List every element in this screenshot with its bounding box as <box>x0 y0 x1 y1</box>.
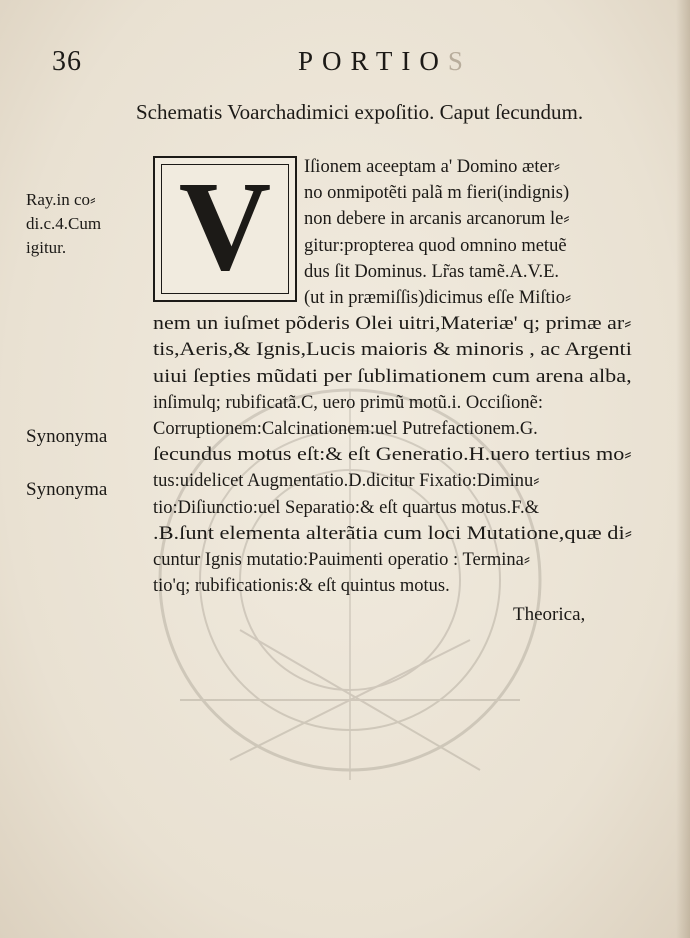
text-line: gitur:propterea quod omnino metuẽ <box>304 235 567 256</box>
text-line: Iſionem aceeptam a' Domino æter⸗ <box>304 157 561 177</box>
chapter-title: Schematis Voarchadimici expoſitio. Caput ſecundum. <box>136 100 584 124</box>
drop-cap-initial <box>153 156 297 302</box>
text-line: Corruptionem:Calcinationem:uel Putrefactionem.G. <box>153 419 538 439</box>
running-head-text: PORTIO <box>298 46 448 76</box>
catchword: Theorica, <box>513 604 586 625</box>
running-head <box>298 46 463 77</box>
text-line: inſimulq; rubificatã.C, uero primũ motũ.i. Occiſionẽ: <box>153 392 543 413</box>
running-head-ghost: S <box>447 46 463 76</box>
text-line: no onmipotẽti palã m fieri(indignis) <box>304 183 570 204</box>
page-edge-shadow <box>676 0 690 938</box>
margin-note-synonyma-1: Synonyma <box>26 426 108 447</box>
text-line: cuntur Ignis mutatio:Pauimenti operatio : Termina⸗ <box>153 550 531 570</box>
text-line: nem un iuſmet põderis Olei uitri,Materiæ' q; primæ ar⸗ <box>153 314 632 335</box>
text-line: uiui ſepties mũdati per ſublimationem cum arena alba, <box>153 366 632 387</box>
text-line: tus:uidelicet Augmentatio.D.dicitur Fixatio:Diminu⸗ <box>153 471 540 492</box>
text-line: (ut in præmiſſis)dicimus eſſe Miſtio⸗ <box>304 288 572 308</box>
text-line: non debere in arcanis arcanorum le⸗ <box>304 209 570 230</box>
drop-cap-letter: V <box>178 155 272 297</box>
page-number: 36 <box>52 46 82 77</box>
text-line: dus ſit Dominus. Lr̃as tamẽ.A.V.E. <box>304 261 560 282</box>
text-line: ſecundus motus eſt:& eſt Generatio.H.uero tertius mo⸗ <box>153 445 632 466</box>
margin-note-synonyma-2: Synonyma <box>26 479 108 500</box>
text-line: tio'q; rubificationis:& eſt quintus motus. <box>153 576 450 597</box>
text-line: .B.ſunt elementa alterãtia cum loci Mutatione,quæ di⸗ <box>153 523 633 544</box>
text-line: tio:Diſiunctio:uel Separatio:& eſt quartus motus.F.& <box>153 497 539 518</box>
margin-note-reference: Ray.in co⸗ di.c.4.Cum igitur. <box>26 190 102 257</box>
text-line: tis,Aeris,& Ignis,Lucis maioris & minoris , ac Argenti <box>153 340 632 361</box>
